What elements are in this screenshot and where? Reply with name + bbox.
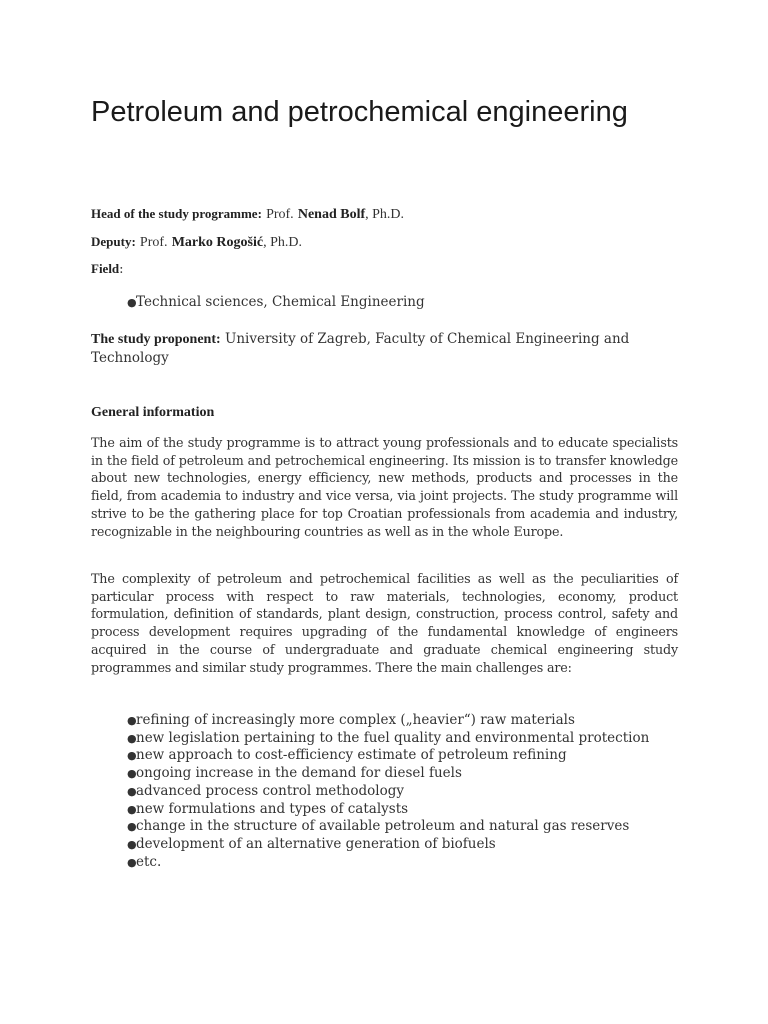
bullet-icon: ●	[127, 855, 137, 869]
field-list	[127, 294, 425, 312]
proponent-text: University of Zagreb, Faculty of Chemical Engineering and Technology	[91, 331, 630, 366]
list-item: ●change in the structure of available petroleum and natural gas reserves	[127, 818, 630, 835]
study-proponent	[91, 330, 681, 367]
challenges-list	[127, 712, 649, 871]
bullet-icon: ●	[127, 749, 137, 763]
list-item: ●refining of increasingly more complex („heavier“) raw materials	[127, 712, 575, 728]
bullet-icon: ●	[127, 802, 137, 816]
deputy-suffix: , Ph.D.	[263, 235, 302, 250]
head-of-programme	[91, 205, 404, 224]
head-label: Head of the study programme:	[91, 206, 262, 221]
deputy-prefix: Prof.	[139, 235, 168, 250]
list-item: ●ongoing increase in the demand for diesel fuels	[127, 765, 462, 782]
deputy-label: Deputy:	[91, 234, 136, 249]
deputy-name: Marko Rogošić	[171, 235, 264, 250]
list-item: ●Technical sciences, Chemical Engineering	[127, 294, 425, 310]
page-title: Petroleum and petrochemical engineering	[91, 96, 628, 128]
head-prefix: Prof.	[266, 207, 294, 222]
field-line	[91, 260, 124, 279]
list-item: ●new approach to cost-efficiency estimate of petroleum refining	[127, 747, 567, 764]
proponent-label: The study proponent:	[91, 332, 221, 347]
field-colon: :	[119, 262, 124, 277]
deputy	[91, 233, 302, 252]
bullet-icon: ●	[127, 820, 137, 834]
list-item: ●new legislation pertaining to the fuel quality and environmental protection	[127, 729, 650, 746]
paragraph: The complexity of petroleum and petrochemical facilities as well as the peculiarities of particular process with respect to raw materials, technologies, economy, product formulation, definition of standards, plant design, construction, process control, safety and process development requires upgrading of the fundamental knowledge of engineers acquired in the course of undergraduate and graduate chemical engineering study programmes and similar study programmes. There the main challenges are:	[91, 571, 678, 675]
section-heading: General information	[91, 405, 215, 420]
bullet-icon: ●	[127, 784, 137, 798]
list-item: ●etc.	[127, 853, 162, 870]
paragraph: The aim of the study programme is to attract young professionals and to educate specialists in the field of petroleum and petrochemical engineering. Its mission is to transfer knowledge about new technologies, energy efficiency, new methods, products and processes in the field, from academia to industry and vice versa, via joint projects. The study programme will strive to be the gathering place for top Croatian professionals from academia and industry, recognizable in the neighbouring countries as well as in the whole Europe.	[91, 435, 678, 539]
head-name: Nenad Bolf	[297, 207, 366, 222]
bullet-icon: ●	[127, 731, 137, 745]
field-label: Field	[91, 261, 120, 276]
list-item: ●new formulations and types of catalysts	[127, 800, 409, 817]
bullet-icon: ●	[127, 296, 137, 309]
list-item: ●development of an alternative generation of biofuels	[127, 835, 496, 852]
list-item: ●advanced process control methodology	[127, 782, 404, 799]
bullet-icon: ●	[127, 767, 137, 781]
head-suffix: , Ph.D.	[365, 207, 405, 222]
bullet-icon: ●	[127, 837, 137, 851]
bullet-icon: ●	[127, 714, 137, 727]
